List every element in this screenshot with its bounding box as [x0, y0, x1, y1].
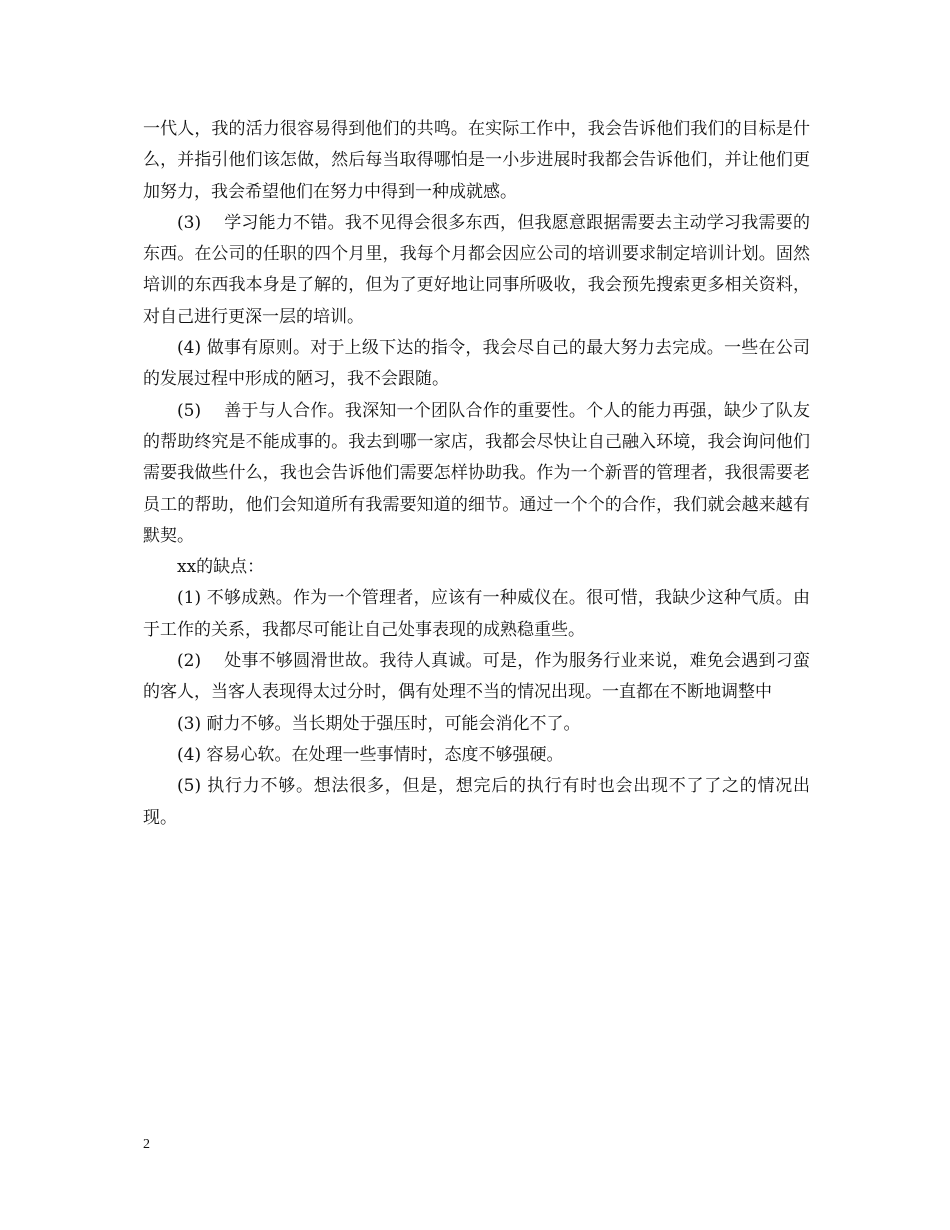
paragraph-strength-4: (4) 做事有原则。对于上级下达的指令，我会尽自己的最大努力去完成。一些在公司的发展过程中形成的陋习，我不会跟随。 — [143, 338, 810, 390]
document-body — [143, 114, 810, 834]
paragraph-weakness-1: (1) 不够成熟。作为一个管理者，应该有一种威仪在。很可惜，我缺少这种气质。由于工作的关系，我都尽可能让自己处事表现的成熟稳重些。 — [143, 588, 810, 640]
paragraph-continuation: 一代人，我的活力很容易得到他们的共鸣。在实际工作中，我会告诉他们我们的目标是什么，并指引他们该怎做，然后每当取得哪怕是一小步进展时我都会告诉他们，并让他们更加努力，我会希望他们在努力中得到一种成就感。 — [143, 119, 810, 202]
paragraph-weakness-3: (3) 耐力不够。当长期处于强压时，可能会消化不了。 — [177, 713, 581, 734]
paragraph-weakness-4: (4) 容易心软。在处理一些事情时，态度不够强硬。 — [177, 744, 564, 765]
paragraph-strength-3: (3) 学习能力不错。我不见得会很多东西，但我愿意跟据需要去主动学习我需要的东西。在公司的任职的四个月里，我每个月都会因应公司的培训要求制定培训计划。固然培训的东西我本身是了解的，但为了更好地让同事所吸收，我会预先搜索更多相关资料，对自己进行更深一层的培训。 — [143, 212, 810, 327]
weaknesses-heading: xx的缺点： — [177, 557, 265, 578]
page-number: 2 — [143, 1137, 150, 1152]
paragraph-strength-5: (5) 善于与人合作。我深知一个团队合作的重要性。个人的能力再强，缺少了队友的帮助终究是不能成事的。我去到哪一家店，我都会尽快让自己融入环境，我会询问他们需要我做些什么，我也会告诉他们需要怎样协助我。作为一个新晋的管理者，我很需要老员工的帮助，他们会知道所有我需要知道的细节。通过一个个的合作，我们就会越来越有默契。 — [143, 400, 810, 546]
paragraph-weakness-2: (2) 处事不够圆滑世故。我待人真诚。可是，作为服务行业来说，难免会遇到刁蛮的客人，当客人表现得太过分时，偶有处理不当的情况出现。一直都在不断地调整中 — [143, 651, 810, 703]
paragraph-weakness-5: (5) 执行力不够。想法很多，但是，想完后的执行有时也会出现不了了之的情况出现。 — [143, 776, 810, 828]
